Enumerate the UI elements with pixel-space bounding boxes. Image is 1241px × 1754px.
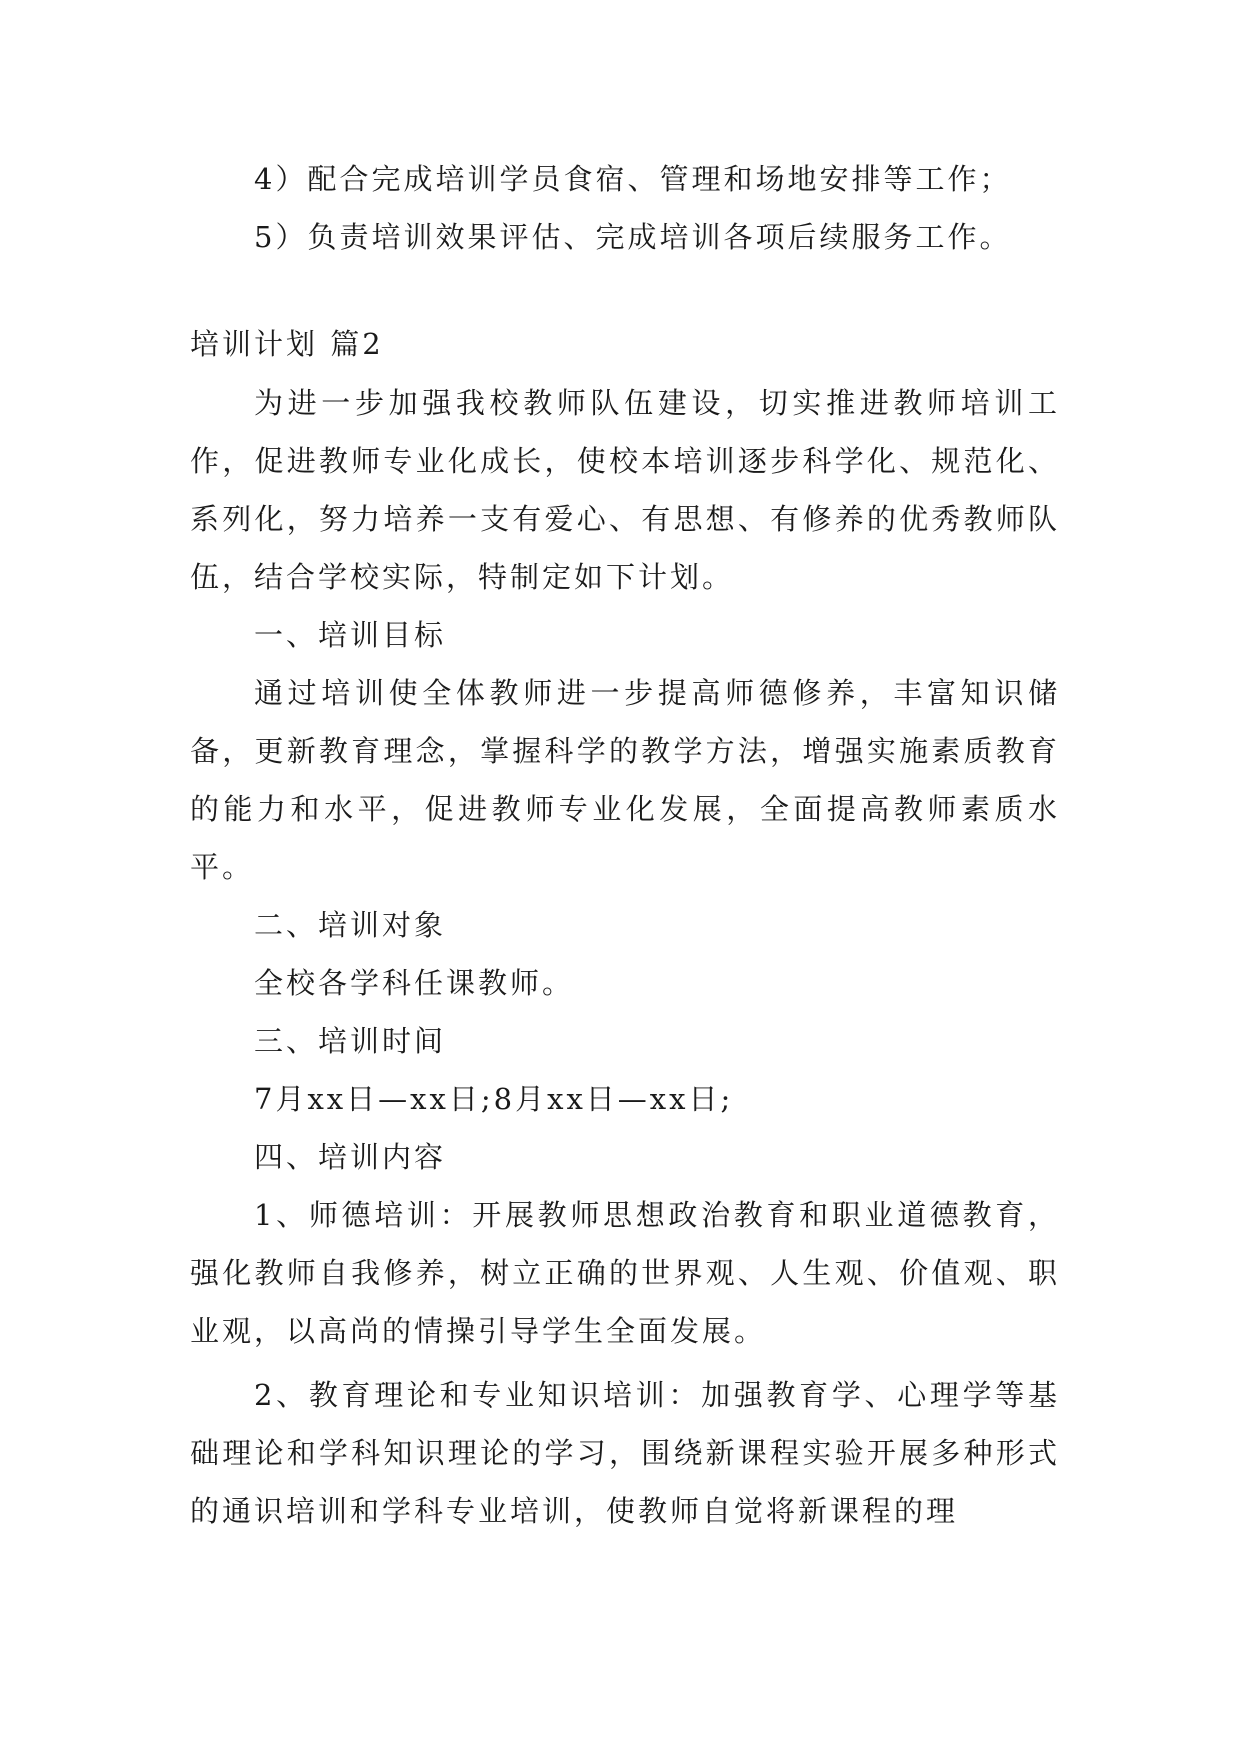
content-item-1: 1、师德培训：开展教师思想政治教育和职业道德教育，强化教师自我修养，树立正确的世界观、人生观、价值观、职业观，以高尚的情操引导学生全面发展。: [190, 1198, 1060, 1348]
content-item-2: 2、教育理论和专业知识培训：加强教育学、心理学等基础理论和学科知识理论的学习，围绕新课程实验开展多种形式的通识培训和学科专业培训，使教师自觉将新课程的理: [190, 1378, 1060, 1528]
content-heading: 四、培训内容: [254, 1140, 447, 1174]
time-text: 7月xx日—xx日;8月xx日—xx日;: [254, 1082, 734, 1116]
goal-heading: 一、培训目标: [254, 618, 447, 652]
time-heading: 三、培训时间: [254, 1024, 447, 1058]
section-title: 培训计划 篇2: [190, 327, 384, 361]
list-item-4: 4）配合完成培训学员食宿、管理和场地安排等工作；: [254, 162, 1012, 196]
target-text: 全校各学科任课教师。: [254, 966, 575, 1000]
document-body: [190, 150, 1060, 1540]
goal-paragraph: 通过培训使全体教师进一步提高师德修养，丰富知识储备，更新教育理念，掌握科学的教学方法，增强实施素质教育的能力和水平，促进教师专业化发展，全面提高教师素质水平。: [190, 676, 1060, 884]
intro-paragraph: 为进一步加强我校教师队伍建设，切实推进教师培训工作，促进教师专业化成长，使校本培训逐步科学化、规范化、系列化，努力培养一支有爱心、有思想、有修养的优秀教师队伍，结合学校实际，特制定如下计划。: [190, 386, 1060, 594]
target-heading: 二、培训对象: [254, 908, 447, 942]
list-item-5: 5）负责培训效果评估、完成培训各项后续服务工作。: [254, 220, 1012, 254]
